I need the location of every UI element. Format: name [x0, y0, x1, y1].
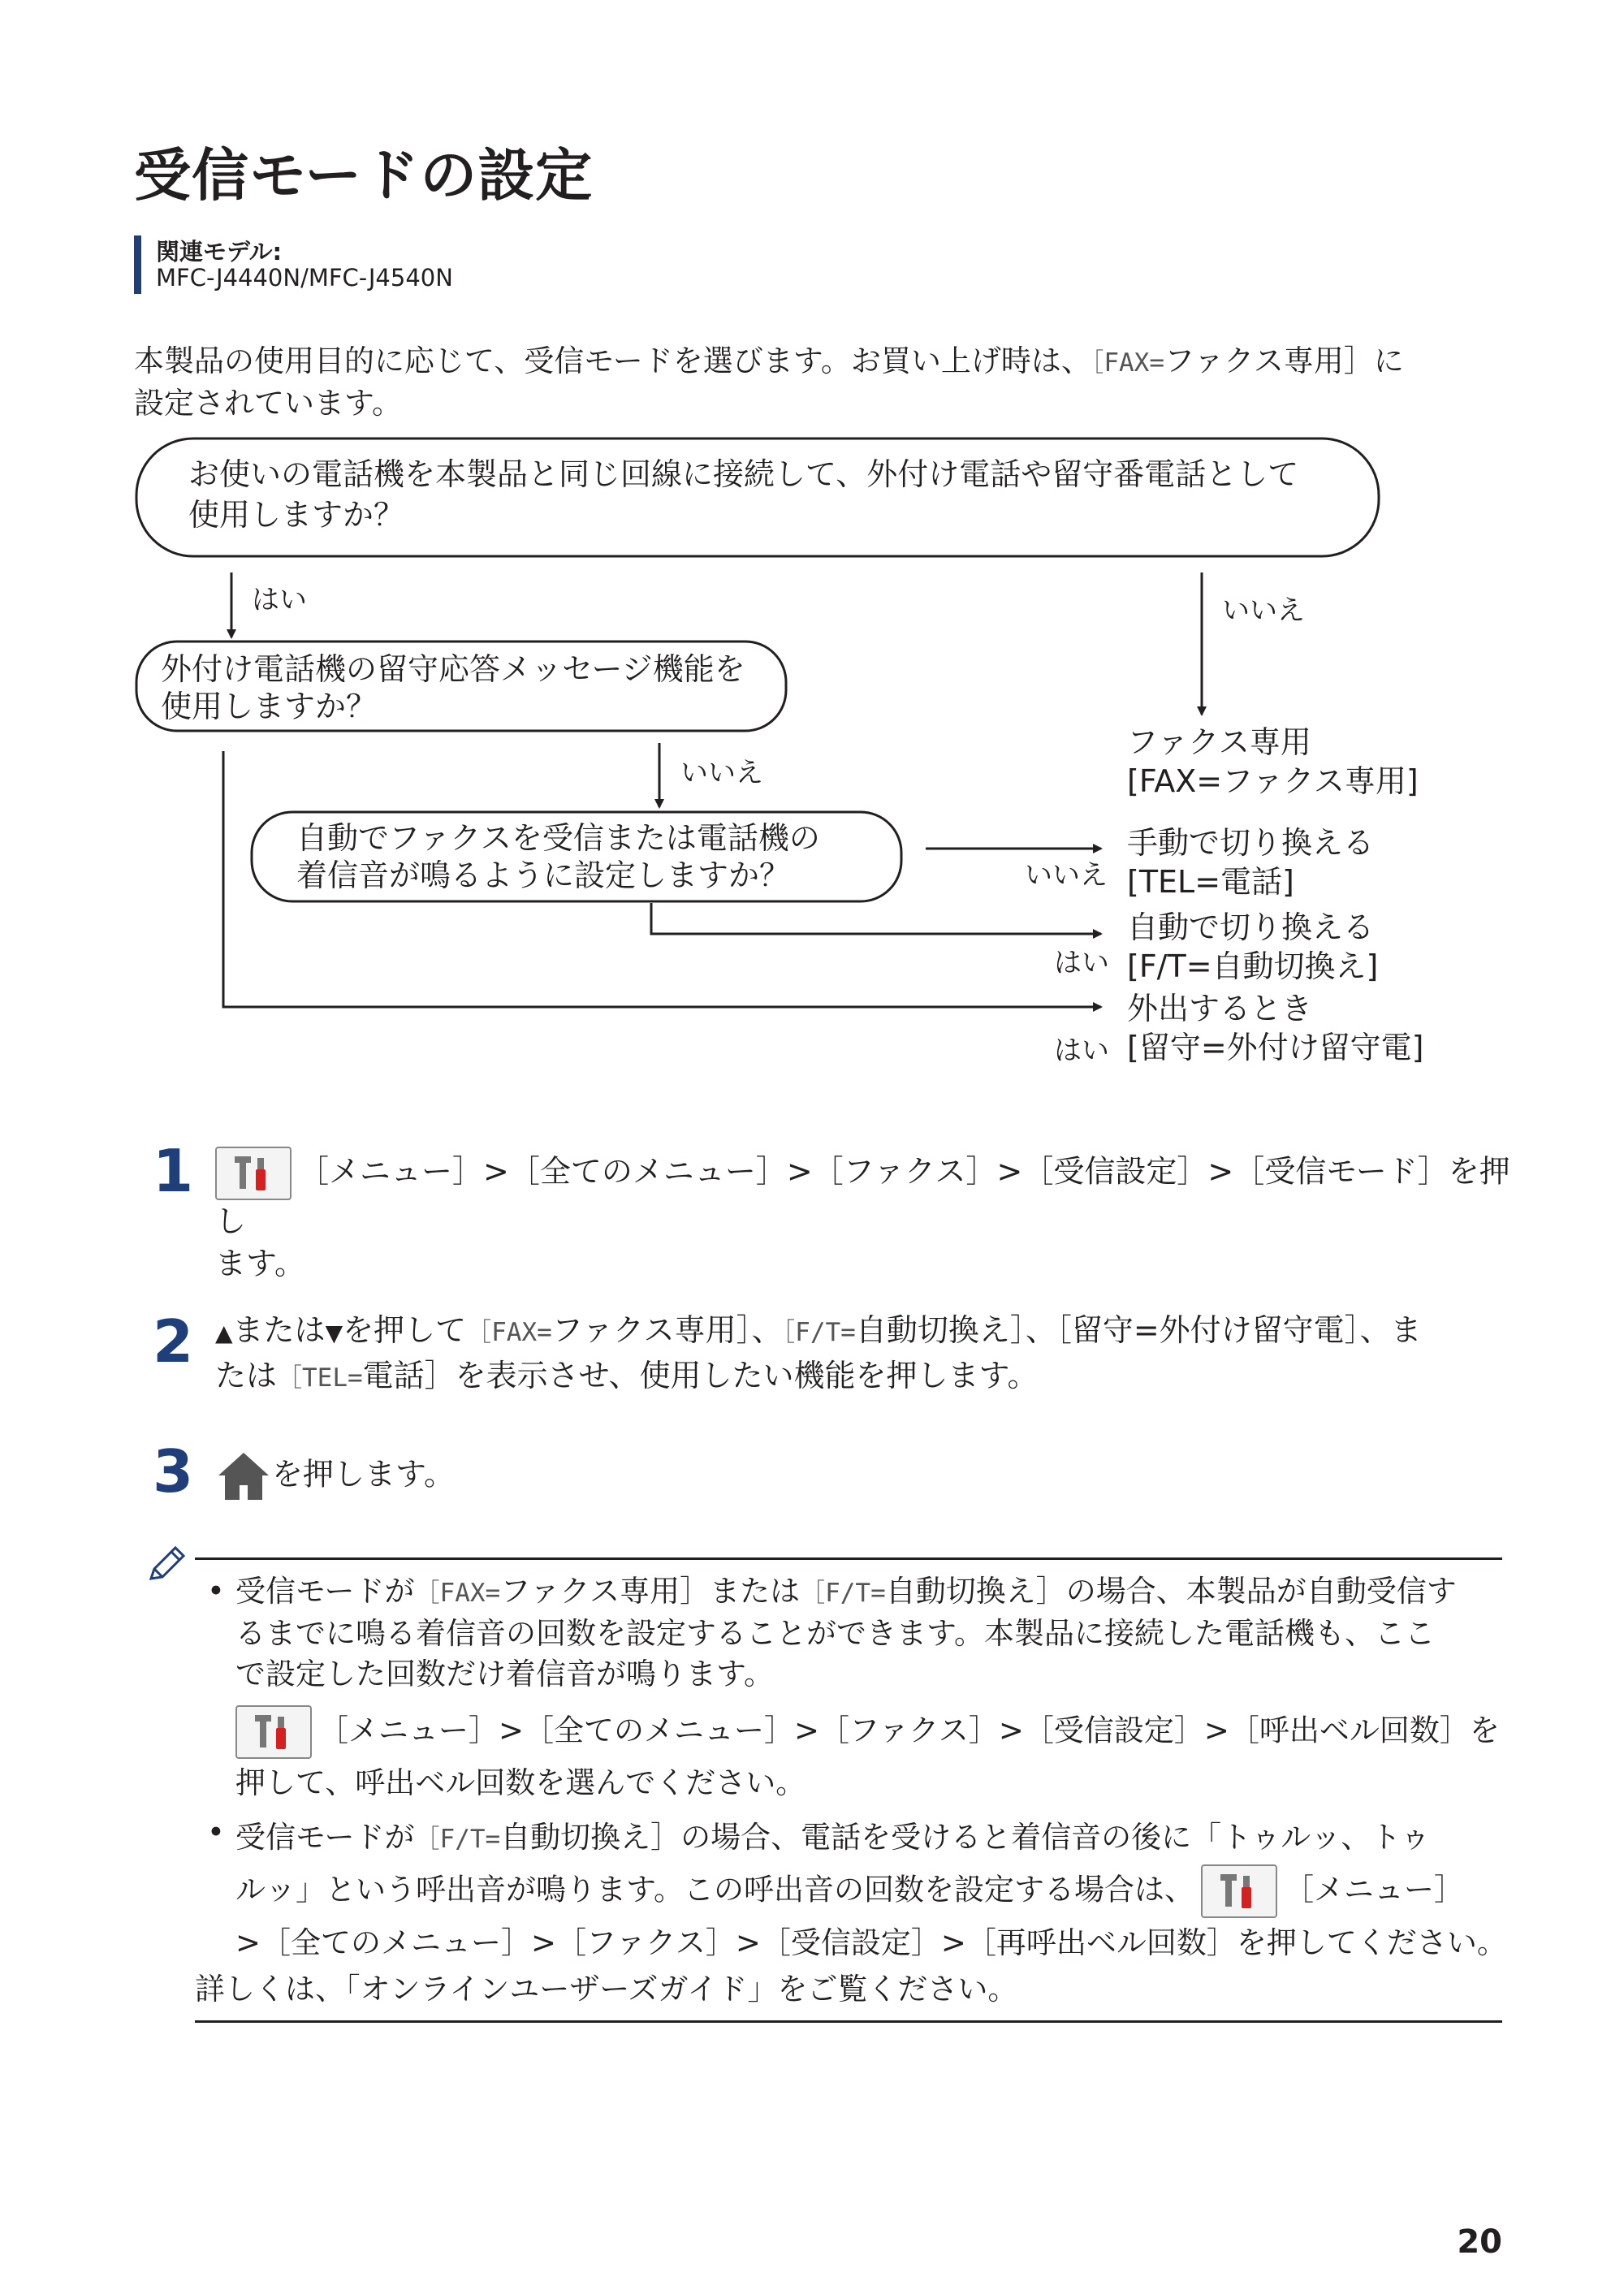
- step-2-fax-label: ファクス専用］、: [551, 1312, 783, 1348]
- note-b2-c: 自動切換え］の場合、電話を受けると着信音の後に「トゥルッ、トゥ: [500, 1820, 1431, 1855]
- result-tel-line1: 手動で切り換える: [1127, 825, 1375, 861]
- note-footer: 詳しくは、「オンラインユーザーズガイド」をご覧ください。: [195, 1972, 1018, 2007]
- step-3-number: 3: [153, 1437, 194, 1506]
- models-label: 関連モデル:: [156, 238, 283, 266]
- up-arrow-icon[interactable]: ▲: [215, 1320, 233, 1346]
- intro-code2: ファクス専用］: [1164, 343, 1374, 378]
- step-2-code-fax: ［FAX=: [466, 1318, 552, 1347]
- q2-no-label: いいえ: [680, 757, 763, 789]
- q2-line2: 使用しますか？: [161, 689, 378, 724]
- step-1-line1: ［メニュー］>［全てのメニュー］>［ファクス］>［受信設定］>［受信モード］を押し: [215, 1153, 1510, 1239]
- note-b1-sub-line2: 押して、呼出ベル回数を選んでください。: [235, 1765, 806, 1800]
- step-1-text: [215, 1147, 1514, 1285]
- q2-yes-label: はい: [1054, 1035, 1109, 1067]
- step-2-number: 2: [153, 1307, 194, 1376]
- note-b1-line2: るまでに鳴る着信音の回数を設定することができます。本製品に接続した電話機も、ここ: [235, 1616, 1436, 1651]
- q1-line2: 使用しますか？: [188, 497, 405, 533]
- intro-post: に: [1373, 343, 1404, 378]
- settings-tools-icon[interactable]: [215, 1147, 292, 1200]
- q1-line1: お使いの電話機を本製品と同じ回線に接続して、外付け電話や留守番電話として: [188, 456, 1299, 492]
- q1-yes-label: はい: [252, 584, 307, 616]
- step-2-line2-c: 電話］を表示させ、使用したい機能を押します。: [362, 1358, 1039, 1393]
- note-b1-code-ft: ［F/T=: [800, 1579, 886, 1608]
- step-2-line2-a: たは: [215, 1358, 278, 1393]
- q3-yes-label: はい: [1054, 947, 1109, 979]
- note-b2-line2-a: ルッ」という呼出音が鳴ります。この呼出音の回数を設定する場合は、: [235, 1872, 1195, 1907]
- step-1-line2: ます。: [215, 1246, 305, 1281]
- intro-line2: 設定されています。: [134, 386, 403, 421]
- settings-tools-icon[interactable]: [235, 1705, 312, 1759]
- note-b1-e: 自動切換え］の場合、本製品が自動受信す: [885, 1574, 1457, 1609]
- note-bottom-rule: [195, 2020, 1502, 2023]
- q1-no-label: いいえ: [1222, 594, 1305, 627]
- note-b1-text: [235, 1571, 1510, 1695]
- note-top-rule: [195, 1557, 1502, 1560]
- note-b1-code-fax: ［FAX=: [414, 1579, 501, 1608]
- result-tad-line1: 外出するとき: [1127, 991, 1313, 1026]
- step-2-or: または: [232, 1312, 326, 1348]
- note-bullet-1: •: [207, 1574, 225, 1609]
- note-b1-c: ファクス専用］または: [500, 1574, 801, 1609]
- model-names: MFC-J4440N/MFC-J4540N: [156, 264, 453, 292]
- note-b2-code-ft: ［F/T=: [414, 1825, 501, 1854]
- q3-line2: 着信音が鳴るように設定しますか？: [296, 858, 791, 893]
- result-ft-line1: 自動で切り換える: [1127, 909, 1375, 945]
- note-b2-a: 受信モードが: [235, 1820, 415, 1855]
- q3-no-label: いいえ: [1025, 859, 1108, 892]
- note-b1-line3: で設定した回数だけ着信音が鳴ります。: [235, 1657, 775, 1691]
- q3-line1: 自動でファクスを受信または電話機の: [296, 820, 820, 856]
- result-fax-line1: ファクス専用: [1127, 724, 1311, 760]
- step-1-number: 1: [153, 1137, 194, 1205]
- result-tel-line2: [TEL=電話]: [1127, 864, 1294, 900]
- step-2-text: [215, 1309, 1514, 1399]
- note-b1-sub-line1: ［メニュー］>［全てのメニュー］>［ファクス］>［受信設定］>［呼出ベル回数］を: [318, 1713, 1500, 1748]
- page-number: 20: [1457, 2223, 1502, 2261]
- result-tad-line2: [留守=外付け留守電]: [1127, 1030, 1424, 1065]
- result-fax-line2: [FAX=ファクス専用]: [1127, 763, 1419, 799]
- flowchart-lines: [0, 0, 1624, 1104]
- q2-line1: 外付け電話機の留守応答メッセージ機能を: [161, 651, 745, 687]
- step-3-text: [215, 1449, 1514, 1503]
- step-2-code-ft: ［F/T=: [782, 1318, 856, 1347]
- step-2-code-tel: ［TEL=: [277, 1363, 363, 1393]
- page-title: 受信モードの設定: [134, 142, 594, 209]
- note-b2-line2-b: ［メニュー］: [1284, 1872, 1465, 1907]
- step-2-ft-label: 自動切換え］、［留守=外付け留守電］、ま: [855, 1312, 1422, 1348]
- note-b2-text: [235, 1812, 1510, 1968]
- step-2-press: を押して: [343, 1312, 467, 1348]
- note-b1-sub: [235, 1705, 1510, 1808]
- pencil-note-icon: [145, 1543, 188, 1587]
- intro-pre: 本製品の使用目的に応じて、受信モードを選びます。お買い上げ時は、: [134, 343, 1091, 378]
- note-b1-a: 受信モードが: [235, 1574, 415, 1609]
- step-3-line1: を押します。: [272, 1456, 455, 1493]
- note-b2-line3: >［全てのメニュー］>［ファクス］>［受信設定］>［再呼出ベル回数］を押してください。: [235, 1925, 1507, 1960]
- q3-yes-arrow: [651, 903, 1101, 934]
- intro-code: ［FAX=: [1091, 348, 1164, 378]
- home-icon[interactable]: [215, 1449, 272, 1503]
- result-ft-line2: [F/T=自動切換え]: [1127, 948, 1379, 984]
- down-arrow-icon[interactable]: ▼: [325, 1320, 343, 1346]
- settings-tools-icon[interactable]: [1201, 1864, 1277, 1918]
- note-bullet-2: •: [207, 1815, 225, 1850]
